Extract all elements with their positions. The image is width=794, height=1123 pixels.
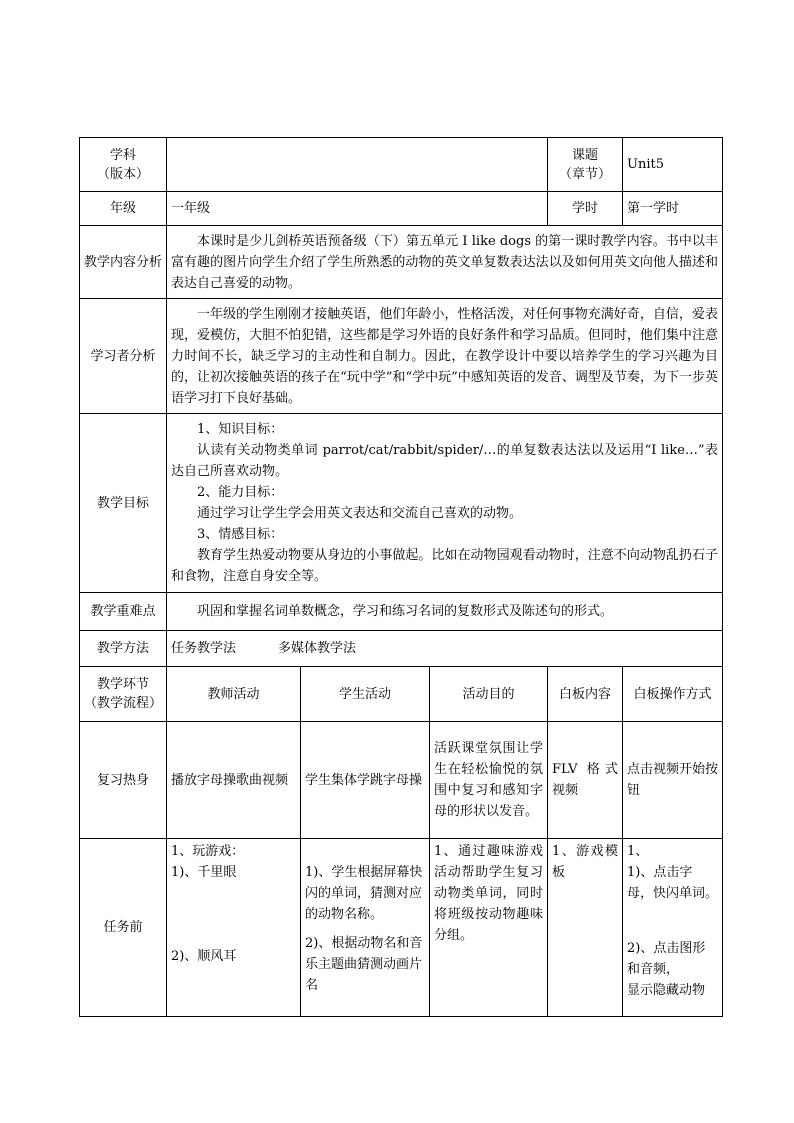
period-label: 学时: [548, 192, 623, 226]
learner-analysis-text: 一年级的学生刚刚才接触英语，他们年龄小，性格活泼，对任何事物充满好奇，自信，爱表现，爱模仿，大胆不怕犯错，这些都是学习外语的良好条件和学习品质。但同时，他们集中注意力时间不长，缺乏学习的主动性和自制力。因此，在教学设计中要以培养学生的学习兴趣为目的，让初次接触英语的孩子在“玩中学”和“学中玩”中感知英语的发音、调型及节奏，为下一步英语学习打下良好基础。: [167, 299, 723, 414]
ability-objective-text: 通过学习让学生学会用英文表达和交流自己喜欢的动物。: [197, 506, 523, 521]
header-row: [80, 138, 723, 192]
topic-value: Unit5: [623, 138, 723, 192]
learner-analysis-label: 学习者分析: [80, 299, 167, 414]
pretask-purpose: 1、通过趣味游戏活动帮助学生复习动物类单词，同时将班级按动物趣味分组。: [430, 839, 548, 1017]
board-operation-header: 白板操作方式: [623, 667, 723, 722]
review-student-activity: 学生集体学跳字母操: [301, 722, 430, 839]
key-points-text: 巩固和掌握名词单数概念，学习和练习名词的复数形式及陈述句的形式。: [167, 593, 723, 631]
grade-label: 年级: [80, 192, 167, 226]
key-points-row: [80, 593, 723, 631]
purpose-header: 活动目的: [430, 667, 548, 722]
lesson-plan-table: [79, 137, 723, 1017]
grade-value: 一年级: [167, 192, 548, 226]
emotion-objective-text: 教育学生热爱动物要从身边的小事做起。比如在动物园观看动物时，注意不向动物乱扔石子和食物，注意自身安全等。: [171, 548, 718, 584]
process-header-row: [80, 667, 723, 722]
method-task: 任务教学法: [171, 641, 237, 656]
method-multimedia: 多媒体教学法: [278, 641, 357, 656]
topic-label: 课题 （章节）: [548, 138, 623, 192]
methods-text: [167, 631, 723, 667]
period-value: 第一学时: [623, 192, 723, 226]
review-board-content: FLV 格式视频: [548, 722, 623, 839]
ability-objective-title: 2、能力目标：: [197, 485, 284, 500]
objectives-row: [80, 414, 723, 593]
learner-analysis-row: [80, 299, 723, 414]
pretask-teacher-activity: 1、玩游戏： 1)、千里眼 2)、顺风耳: [167, 839, 301, 1017]
subject-value: [167, 138, 548, 192]
pretask-board-operation: 1、 1)、点击字母，快闪单词。 2)、点击图形和音频， 显示隐藏动物: [623, 839, 723, 1017]
subject-label: 学科 （版本）: [80, 138, 167, 192]
content-analysis-row: [80, 226, 723, 299]
emotion-objective-title: 3、情感目标：: [197, 527, 284, 542]
review-board-operation: 点击视频开始按钮: [623, 722, 723, 839]
content-analysis-label: 教学内容分析: [80, 226, 167, 299]
review-purpose: 活跃课堂氛围让学生在轻松愉悦的氛围中复习和感知字母的形状以发音。: [430, 722, 548, 839]
grade-row: [80, 192, 723, 226]
key-points-label: 教学重难点: [80, 593, 167, 631]
knowledge-objective-text: 认读有关动物类单词 parrot/cat/rabbit/spider/…的单复数表达法以及运用“I like…”表达自己所喜欢动物。: [171, 443, 718, 479]
review-teacher-activity: 播放字母操歌曲视频: [167, 722, 301, 839]
methods-row: [80, 631, 723, 667]
pretask-stage: 任务前: [80, 839, 167, 1017]
teacher-activity-header: 教师活动: [167, 667, 301, 722]
content-analysis-text: 本课时是少儿剑桥英语预备级（下）第五单元 I like dogs 的第一课时教学内容。书中以丰富有趣的图片向学生介绍了学生所熟悉的动物的英文单复数表达法以及如何用英文向他人描述和表达自己喜爱的动物。: [167, 226, 723, 299]
objectives-label: 教学目标: [80, 414, 167, 593]
stage-header: 教学环节 （教学流程）: [80, 667, 167, 722]
pretask-row: [80, 839, 723, 1017]
review-row: [80, 722, 723, 839]
pretask-board-content: 1、游戏模板: [548, 839, 623, 1017]
board-content-header: 白板内容: [548, 667, 623, 722]
methods-label: 教学方法: [80, 631, 167, 667]
student-activity-header: 学生活动: [301, 667, 430, 722]
pretask-student-activity: 1)、学生根据屏幕快闪的单词，猜测对应的动物名称。 2)、根据动物名和音乐主题曲猜测动画片名: [301, 839, 430, 1017]
knowledge-objective-title: 1、知识目标：: [197, 422, 284, 437]
review-stage: 复习热身: [80, 722, 167, 839]
objectives-text: [167, 414, 723, 593]
